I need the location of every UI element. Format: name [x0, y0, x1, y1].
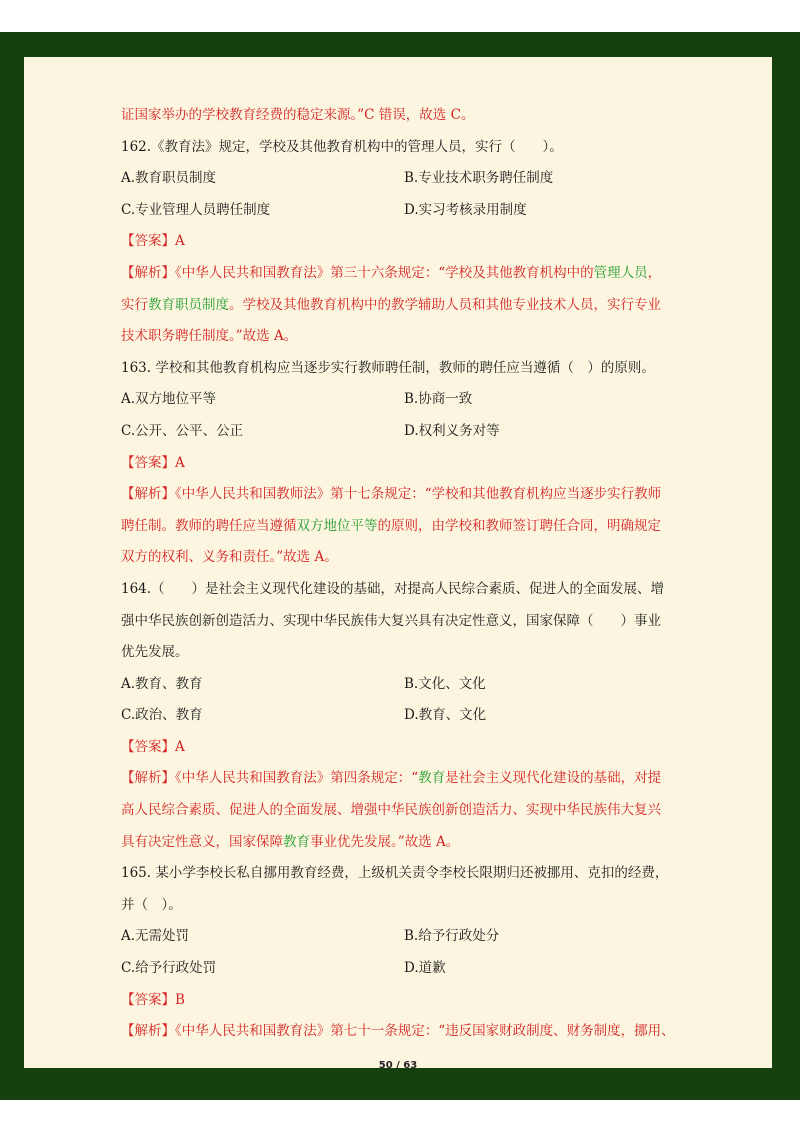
- question-164: 优先发展。: [121, 644, 189, 661]
- option-b: B.文化、文化: [404, 675, 486, 692]
- analysis-163-line: [121, 511, 707, 543]
- analysis-164-line: 高人民综合素质、促进人的全面发展、增强中华民族创新创造活力、实现中华民族伟大复兴: [121, 802, 661, 819]
- option-a: A.无需处罚: [121, 928, 190, 945]
- options-row: [121, 416, 707, 448]
- analysis-162-line: [121, 290, 707, 322]
- option-b: B.协商一致: [404, 391, 473, 408]
- analysis-text: 【解析】《中华人民共和国教育法》第四条规定：“: [121, 770, 419, 787]
- analysis-162-line: 技术职务聘任制度。”故选 A。: [121, 328, 298, 345]
- option-b: B.专业技术职务聘任制度: [404, 170, 554, 187]
- question-164: 164.（ ）是社会主义现代化建设的基础，对提高人民综合素质、促进人的全面发展、增: [121, 580, 665, 597]
- analysis-text: 。学校及其他教育机构中的教学辅助人员和其他专业技术人员，实行专业: [229, 296, 661, 313]
- options-row: [121, 195, 707, 227]
- analysis-164-line: [121, 763, 707, 795]
- page-number: 50 / 63: [378, 1060, 418, 1071]
- option-c: C.给予行政处罚: [121, 960, 217, 977]
- analysis-highlight: 教育: [283, 833, 310, 850]
- options-row: [121, 921, 707, 953]
- question-164: 强中华民族创新创造活力、实现中华民族伟大复兴具有决定性意义，国家保障（ ）事业: [121, 612, 661, 629]
- options-row: [121, 384, 707, 416]
- option-c: C.政治、教育: [121, 707, 203, 724]
- analysis-text: 【解析】《中华人民共和国教育法》第三十六条规定：“学校及其他教育机构中的: [121, 264, 594, 281]
- question-165: 并（ ）。: [121, 896, 182, 913]
- answer-162: 【答案】A: [121, 233, 185, 250]
- options-row: [121, 669, 707, 701]
- analysis-highlight: 教育职员制度: [148, 296, 229, 313]
- options-row: [121, 700, 707, 732]
- option-a: A.双方地位平等: [121, 391, 217, 408]
- options-row: [121, 953, 707, 985]
- option-d: D.权利义务对等: [404, 422, 500, 439]
- question-162: 162.《教育法》规定，学校及其他教育机构中的管理人员，实行（ ）。: [121, 138, 563, 155]
- question-165: 165. 某小学李校长私自挪用教育经费，上级机关责令李校长限期归还被挪用、克扣的经费，: [121, 865, 669, 882]
- answer-165: 【答案】B: [121, 991, 185, 1008]
- analysis-text: 的原则，由学校和教师签订聘任合同，明确规定: [377, 517, 661, 534]
- analysis-163-line: 双方的权利、义务和责任。”故选 A。: [121, 549, 338, 566]
- analysis-text: ，: [647, 264, 662, 281]
- option-b: B.给予行政处分: [404, 928, 500, 945]
- analysis-text: 具有决定性意义，国家保障: [121, 833, 283, 850]
- analysis-164-line: [121, 827, 707, 859]
- analysis-text: 是社会主义现代化建设的基础，对提: [445, 770, 662, 787]
- analysis-highlight: 双方地位平等: [296, 517, 378, 534]
- option-a: A.教育、教育: [121, 675, 203, 692]
- analysis-165-line: 【解析】《中华人民共和国教育法》第七十一条规定：“违反国家财政制度、财务制度，挪用、: [121, 1023, 675, 1040]
- option-d: D.道歉: [404, 960, 446, 977]
- document-page: [24, 57, 772, 1071]
- analysis-highlight: 教育: [418, 770, 446, 787]
- page-content: [121, 100, 707, 1048]
- option-d: D.教育、文化: [404, 707, 487, 724]
- question-163: 163. 学校和其他教育机构应当逐步实行教师聘任制，教师的聘任应当遵循（ ）的原则。: [121, 359, 655, 376]
- option-c: C.专业管理人员聘任制度: [121, 201, 271, 218]
- option-a: A.教育职员制度: [121, 170, 217, 187]
- analysis-text: 事业优先发展。”故选 A。: [310, 833, 460, 850]
- analysis-text: 实行: [121, 296, 148, 313]
- options-row: [121, 163, 707, 195]
- answer-163: 【答案】A: [121, 454, 185, 471]
- analysis-text: 聘任制。教师的聘任应当遵循: [121, 517, 297, 534]
- option-c: C.公开、公平、公正: [121, 422, 244, 439]
- option-d: D.实习考核录用制度: [404, 201, 527, 218]
- answer-164: 【答案】A: [121, 738, 185, 755]
- analysis-162-line: [121, 258, 707, 290]
- continuation-text: 证国家举办的学校教育经费的稳定来源。”C 错误，故选 C。: [121, 107, 475, 123]
- analysis-highlight: 管理人员: [593, 264, 648, 281]
- analysis-163-line: 【解析】《中华人民共和国教师法》第十七条规定：“学校和其他教育机构应当逐步实行教师: [121, 486, 662, 503]
